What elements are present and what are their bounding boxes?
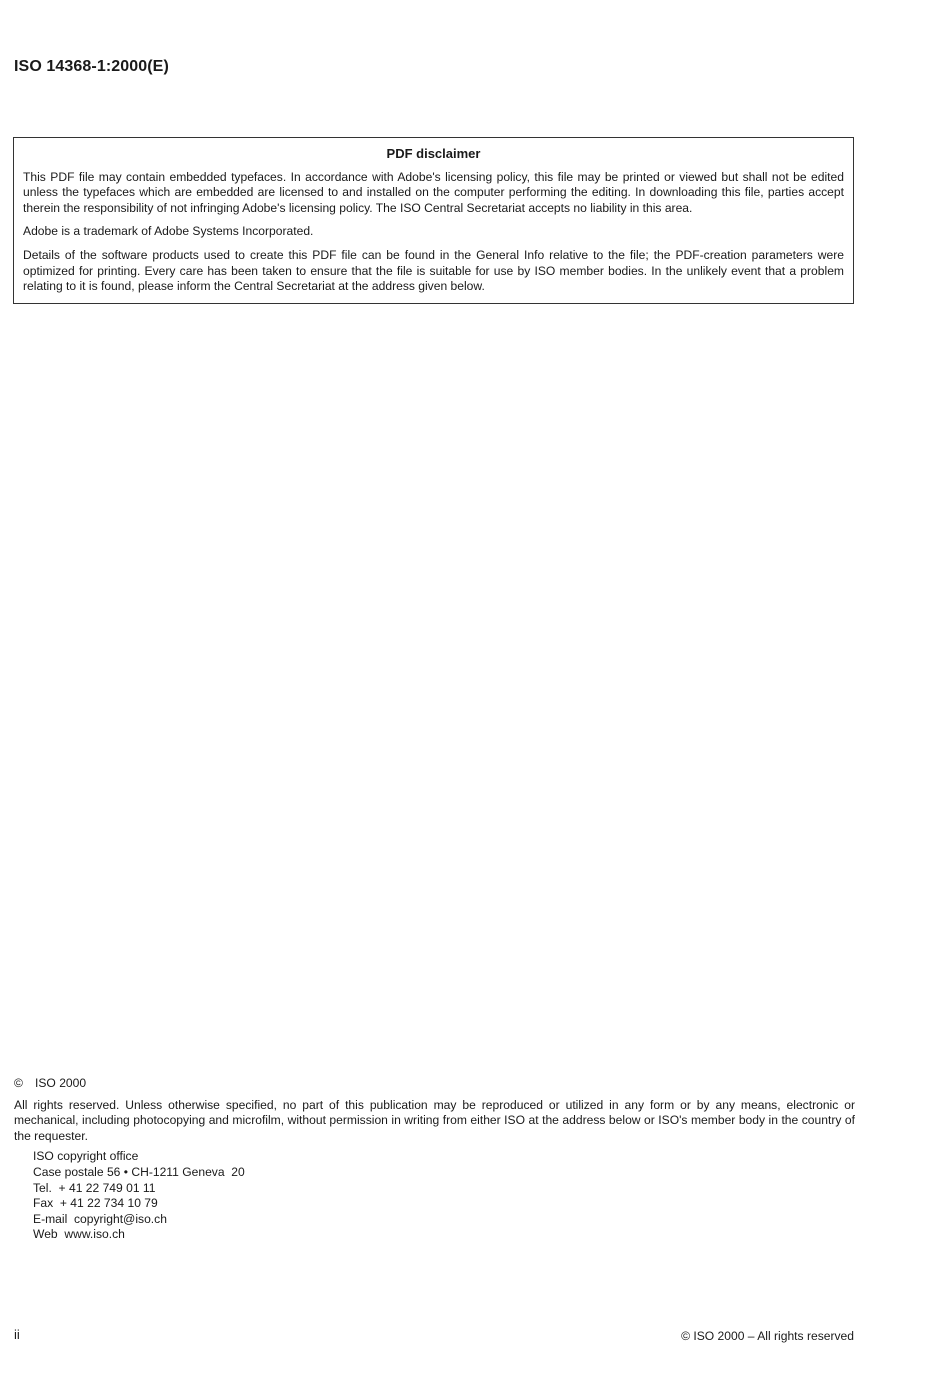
disclaimer-paragraph-trademark: Adobe is a trademark of Adobe Systems Incorporated. [23,224,314,239]
rights-reserved-text: All rights reserved. Unless otherwise specified, no part of this publication may be reproduced or utilized in any form or by any means, electronic or mechanical, including photocopying and microfilm, without permission in writing from either ISO at the address below or ISO's member body in the country of the requester. [14,1097,855,1143]
address-fax: Fax + 41 22 734 10 79 [33,1196,158,1211]
copyright-symbol: © [14,1076,23,1090]
address-telephone: Tel. + 41 22 749 01 11 [33,1180,156,1195]
pdf-disclaimer-box [13,137,854,304]
copyright-year: ISO 2000 [35,1076,87,1090]
copyright-line [14,1076,855,1092]
address-office-name: ISO copyright office [33,1149,139,1164]
copyright-office-address [33,1149,855,1243]
disclaimer-title: PDF disclaimer [386,146,481,161]
copyright-section [14,1076,855,1243]
document-id-header: ISO 14368-1:2000(E) [14,58,169,75]
address-postal: Case postale 56 • CH-1211 Geneva 20 [33,1164,245,1179]
address-web: Web www.iso.ch [33,1227,125,1242]
page-number: ii [14,1327,20,1342]
address-email: E-mail copyright@iso.ch [33,1211,167,1226]
disclaimer-paragraph-typefaces: This PDF file may contain embedded typefaces. In accordance with Adobe's licensing policy, this file may be printed or viewed but shall not be edited unless the typefaces which are embedded are licensed to and installed on the computer performing the editing. In downloading this file, parties accept therein the responsibility of not infringing Adobe's licensing policy. The ISO Central Secretariat accepts no liability in this area. [23,169,844,215]
footer-copyright-notice: © ISO 2000 – All rights reserved [681,1329,854,1343]
disclaimer-paragraph-details: Details of the software products used to create this PDF file can be found in the General Info relative to the file; the PDF-creation parameters were optimized for printing. Every care has been taken to ensure that the file is suitable for use by ISO member bodies. In the unlikely event that a problem relating to it is found, please inform the Central Secretariat at the address given below. [23,247,844,294]
